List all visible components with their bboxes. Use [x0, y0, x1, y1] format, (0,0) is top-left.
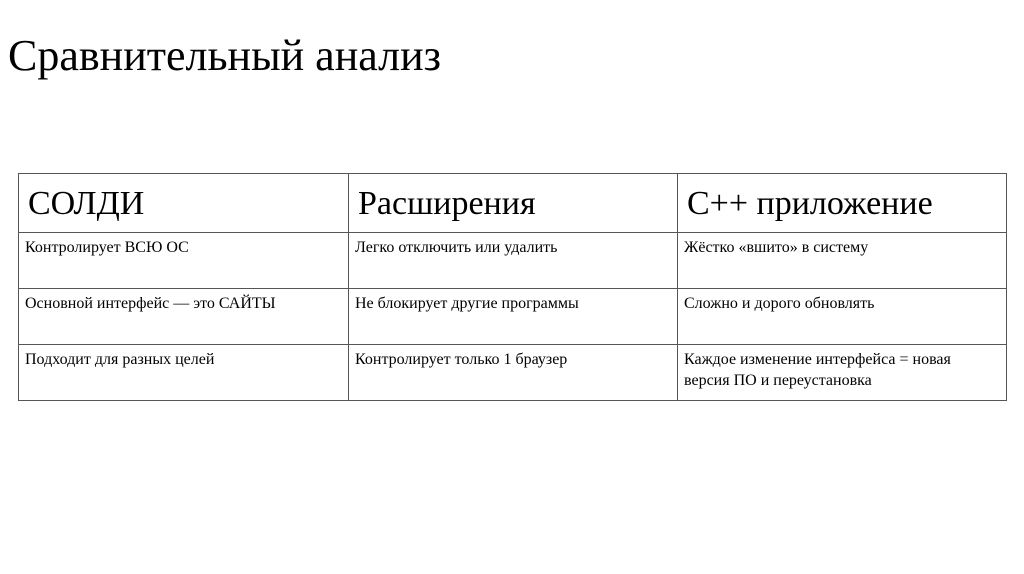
table-cell: Не блокирует другие программы: [349, 289, 678, 345]
table-cell: Каждое изменение интерфейса = новая версия ПО и переустановка: [678, 345, 1007, 401]
table-cell: Жёстко «вшито» в систему: [678, 233, 1007, 289]
table-row: [19, 345, 1007, 401]
table-cell: Контролирует ВСЮ ОС: [19, 233, 349, 289]
table-row: [19, 289, 1007, 345]
comparison-table: [18, 173, 1007, 401]
table-cell: Подходит для разных целей: [19, 345, 349, 401]
table-cell: Легко отключить или удалить: [349, 233, 678, 289]
header-cell-soldi: СОЛДИ: [19, 174, 349, 233]
table-cell: Сложно и дорого обновлять: [678, 289, 1007, 345]
slide-title: Сравнительный анализ: [8, 31, 442, 80]
header-cell-cpp-app: С++ приложение: [678, 174, 1007, 233]
header-cell-extensions: Расширения: [349, 174, 678, 233]
table-row: [19, 233, 1007, 289]
table-cell: Основной интерфейс — это САЙТЫ: [19, 289, 349, 345]
table-cell: Контролирует только 1 браузер: [349, 345, 678, 401]
table-header-row: [19, 174, 1007, 233]
